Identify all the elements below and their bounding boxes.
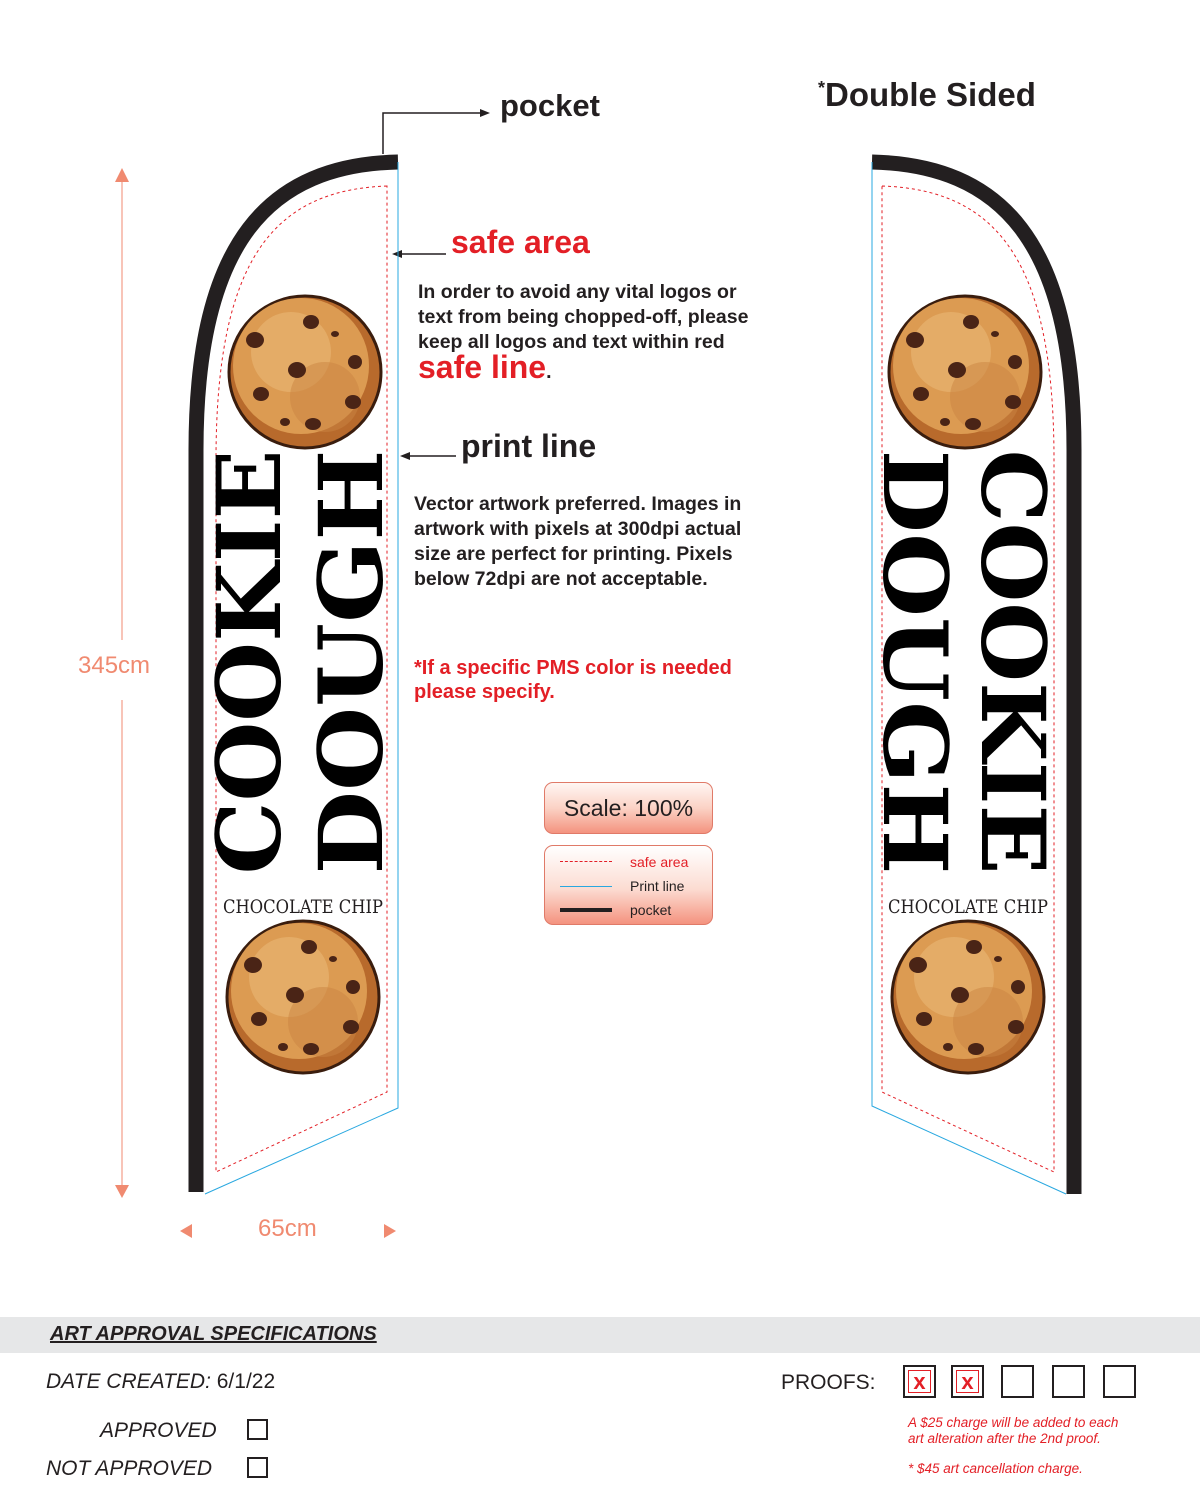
approved-label: APPROVED	[100, 1419, 217, 1442]
print-line-swatch	[560, 886, 612, 887]
safe-area-swatch	[560, 861, 612, 862]
safe-area-pointer	[392, 250, 446, 258]
pocket-pointer	[383, 109, 490, 154]
legend-item-safe-area	[545, 853, 712, 873]
legend-item-pocket	[545, 901, 712, 921]
approved-checkbox[interactable]	[247, 1419, 268, 1440]
safe-area-text: In order to avoid any vital logos or text from being chopped-off, please keep all logos and text within red	[418, 281, 749, 353]
safe-line-period: .	[546, 361, 552, 383]
legend-label: safe area	[630, 854, 689, 870]
proof-mark: x	[913, 1369, 926, 1394]
proof-checkbox[interactable]	[1103, 1365, 1136, 1398]
width-dimension: 65cm	[258, 1215, 317, 1242]
proof-charge-note	[908, 1415, 1118, 1447]
safe-line-highlight: safe line	[418, 349, 547, 385]
flag-subtitle-text: CHOCOLATE CHIP	[223, 896, 384, 918]
flag-line1-text: COOKIE	[197, 466, 301, 875]
cancellation-note: * $45 art cancellation charge.	[908, 1461, 1083, 1476]
double-sided-label	[818, 76, 1036, 114]
proof-checked-frame	[956, 1370, 979, 1393]
right-flag	[863, 162, 1074, 1194]
pocket-swatch	[560, 908, 612, 912]
flag-line2-text: DOUGH	[863, 449, 967, 838]
proof-charge-note-line2: art alteration after the 2nd proof.	[908, 1431, 1101, 1446]
proof-mark: x	[961, 1369, 974, 1394]
proof-checkbox[interactable]	[951, 1365, 984, 1398]
legend-item-print-line	[545, 877, 712, 897]
date-created	[46, 1370, 275, 1394]
not-approved-checkbox[interactable]	[247, 1457, 268, 1478]
print-line-description: Vector artwork preferred. Images in artwork with pixels at 300dpi actual size are perfect for printing. Pixels below 72dpi are not acceptable.	[414, 493, 742, 590]
proof-checkbox[interactable]	[903, 1365, 936, 1398]
flag-line1-text: COOKIE	[961, 449, 1065, 858]
safe-area-label: safe area	[451, 224, 590, 260]
double-sided-text: Double Sided	[825, 76, 1036, 113]
double-sided-asterisk: *	[818, 78, 826, 98]
print-line-label: print line	[461, 428, 597, 464]
proof-checkbox[interactable]	[1052, 1365, 1085, 1398]
proof-charge-note-line1: A $25 charge will be added to each	[908, 1415, 1119, 1430]
height-dimension-arrow	[115, 168, 129, 1198]
legend	[544, 845, 713, 925]
legend-label: Print line	[630, 878, 685, 894]
proof-checked-frame	[908, 1370, 931, 1393]
proof-checkbox[interactable]	[1001, 1365, 1034, 1398]
pms-color-note: *If a specific PMS color is needed please specify.	[414, 657, 732, 703]
left-flag	[196, 162, 403, 1194]
legend-label: pocket	[630, 902, 672, 918]
date-created-label: DATE CREATED:	[46, 1370, 211, 1393]
date-created-value: 6/1/22	[216, 1370, 276, 1393]
pocket-label: pocket	[500, 88, 600, 123]
flag-subtitle-text: CHOCOLATE CHIP	[888, 896, 1049, 918]
height-dimension: 345cm	[78, 652, 151, 679]
not-approved-label: NOT APPROVED	[46, 1457, 213, 1480]
proofs-label: PROOFS:	[781, 1371, 876, 1394]
print-line-pointer	[400, 452, 456, 460]
safe-area-description	[418, 280, 758, 385]
scale-badge: Scale: 100%	[544, 782, 713, 834]
specs-title: ART APPROVAL SPECIFICATIONS	[50, 1323, 377, 1345]
flag-line2-text: DOUGH	[299, 486, 403, 875]
